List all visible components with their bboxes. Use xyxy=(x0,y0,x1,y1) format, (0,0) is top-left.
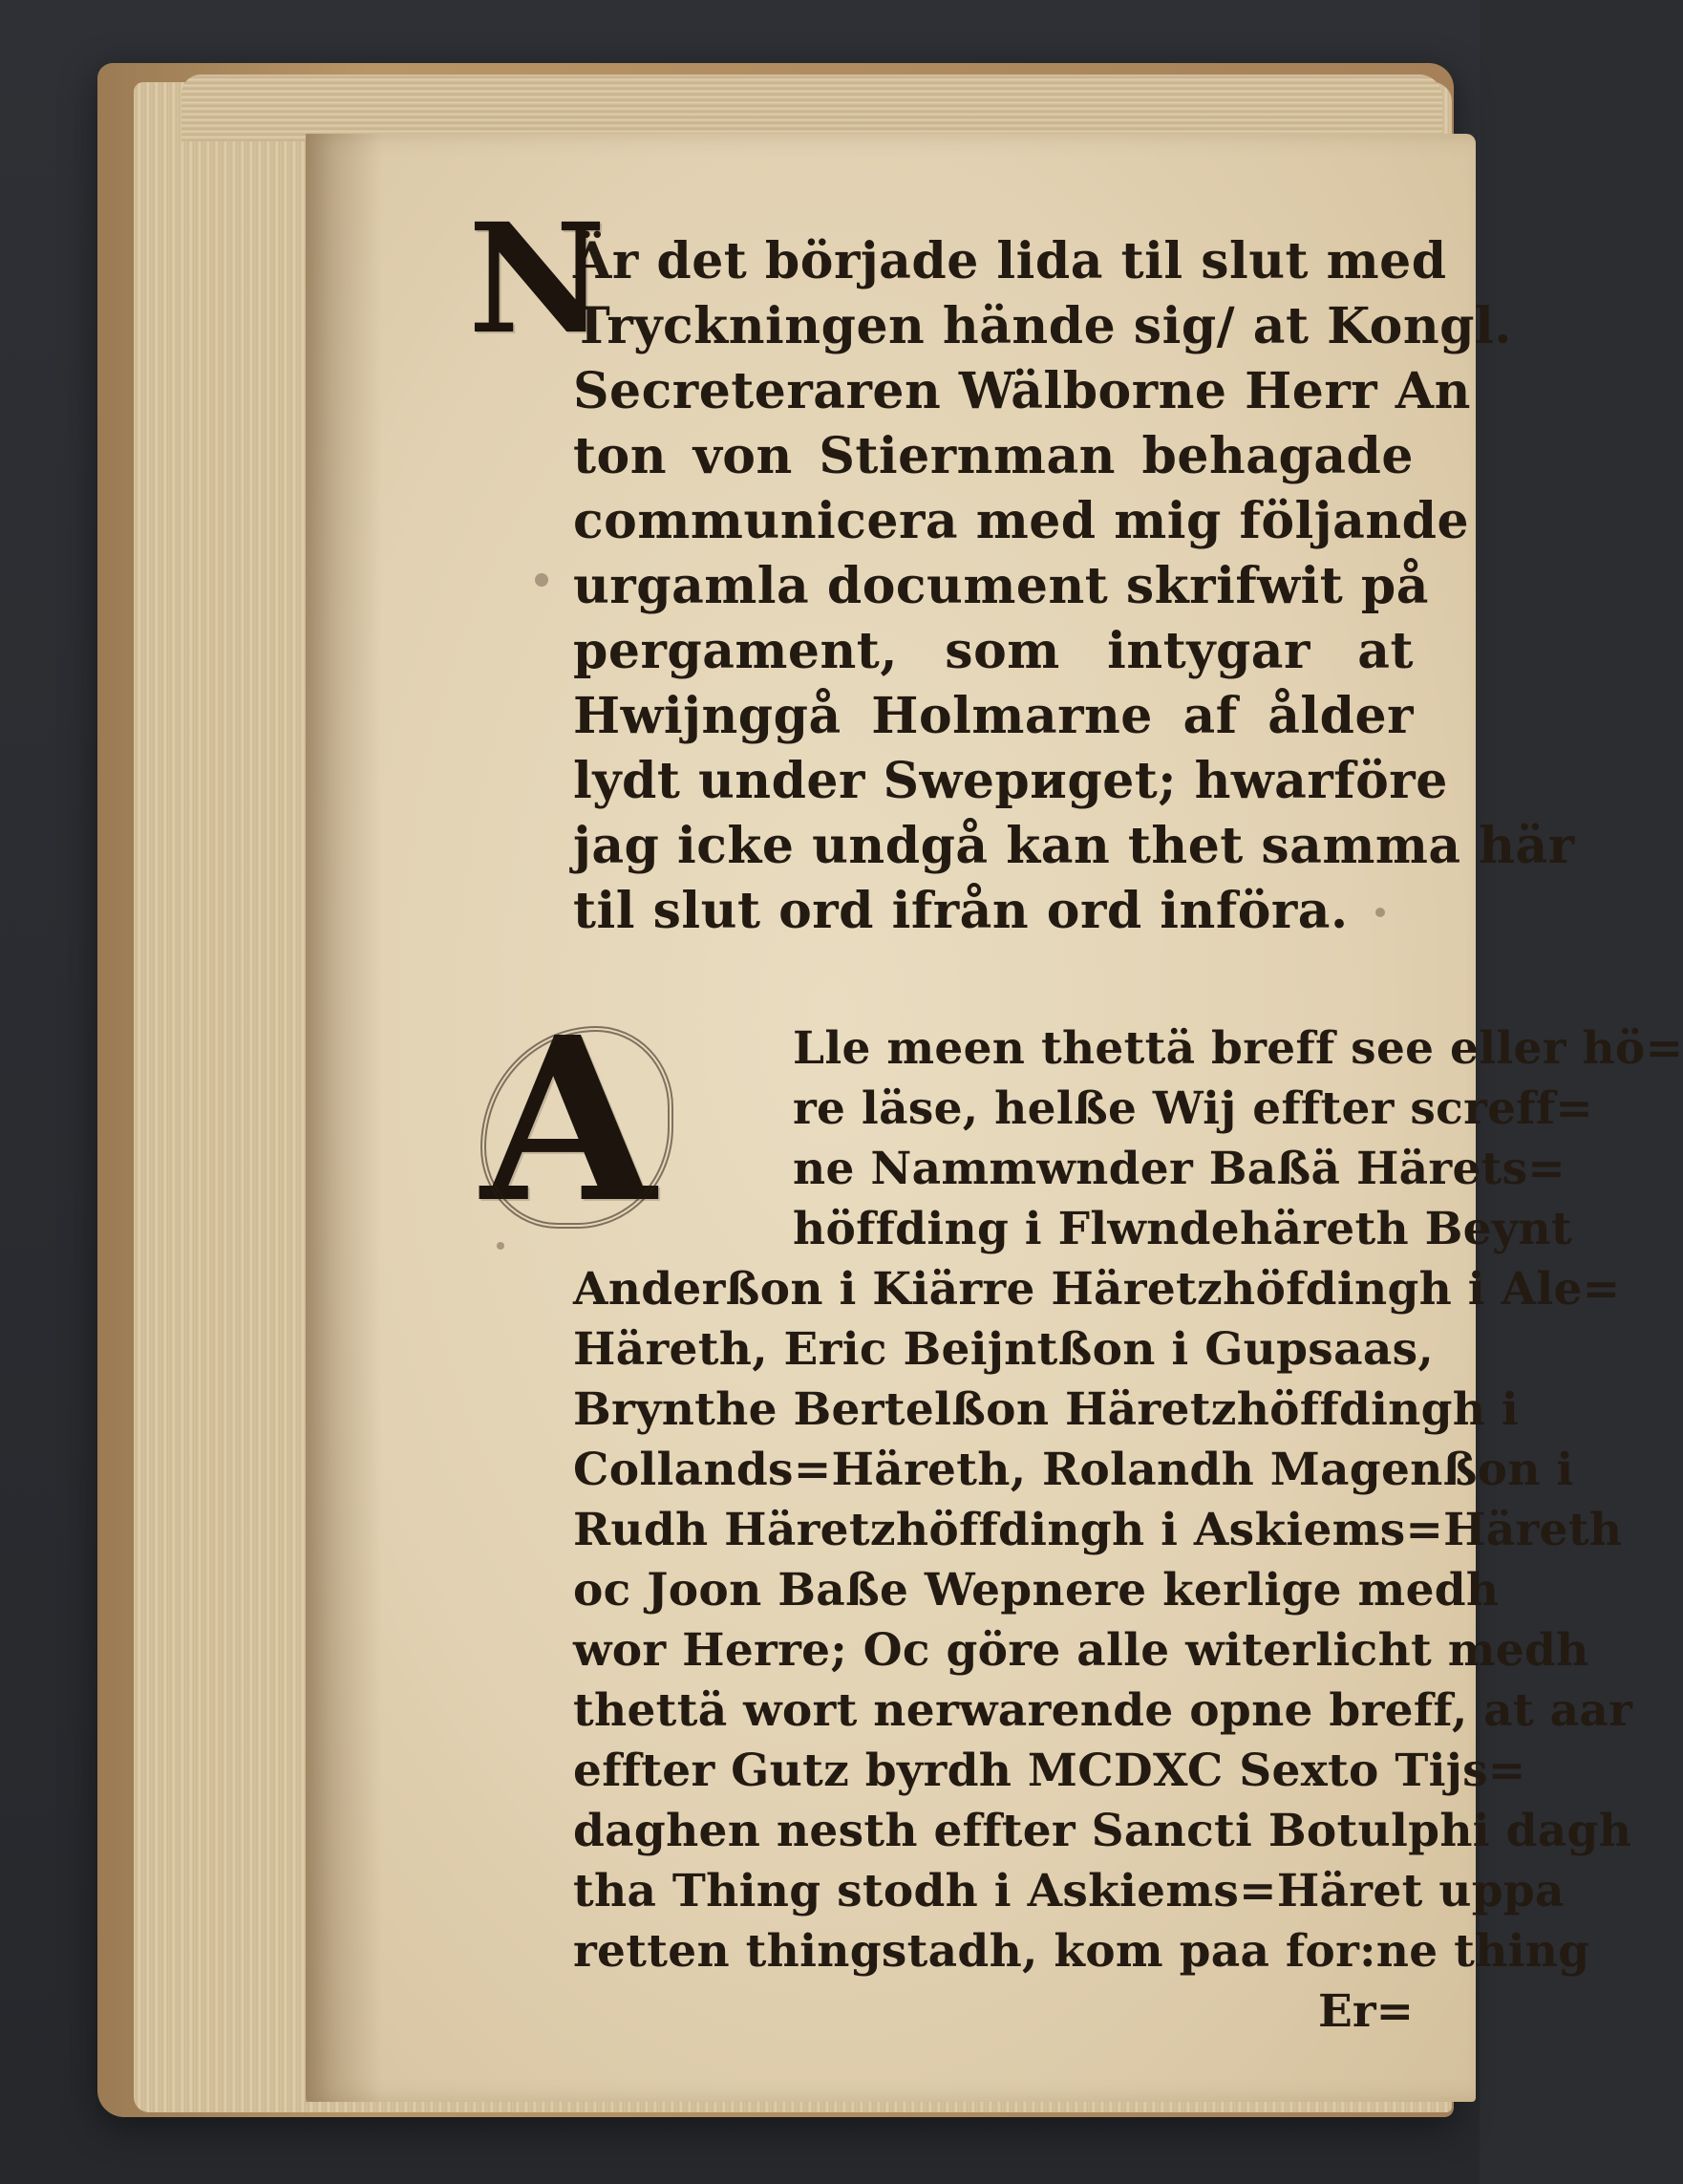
text-line: oc Joon Baße Wepnere kerlige medh xyxy=(573,1564,1500,1617)
text-line: pergament, som intygar at xyxy=(573,622,1414,680)
text-line: ne Nammwnder Baßä Härets= xyxy=(793,1143,1566,1195)
text-line: Secreteraren Wälborne Herr An xyxy=(573,362,1471,420)
text-line: communicera med mig följande xyxy=(573,492,1470,550)
text-line: tha Thing stodh i Askiems=Häret uppa xyxy=(573,1865,1565,1917)
drop-cap-intro: N xyxy=(468,191,607,368)
text-line: re läse, helße Wij effter screff= xyxy=(793,1082,1594,1135)
page-text xyxy=(468,191,1683,2042)
catchword: Er= xyxy=(1318,1985,1414,2038)
text-line: retten thingstadh, kom paa for:ne thing xyxy=(573,1925,1590,1978)
text-line: jag icke undgå kan thet samma här xyxy=(573,817,1575,875)
stain-mark xyxy=(1375,908,1385,917)
text-line: effter Gutz byrdh MCDXC Sexto Tijs= xyxy=(573,1745,1526,1797)
paragraph-intro xyxy=(468,191,1575,944)
drop-cap-document xyxy=(473,987,664,1253)
text-line: lydt under Swериget; hwarföre xyxy=(573,752,1448,810)
text-line: Brynthe Bertelßon Häretzhöffdingh i xyxy=(573,1383,1520,1436)
text-line: daghen nesth effter Sancti Botulphi dagh xyxy=(573,1805,1632,1857)
text-line: wor Herre; Oc göre alle witerlicht medh xyxy=(573,1624,1589,1677)
text-line: Tryckningen hände sig/ at Kongl. xyxy=(573,297,1512,355)
text-line: thettä wort nerwarende opne breff, at aar xyxy=(573,1684,1633,1737)
text-line: Collands=Häreth, Rolandh Magenßon i xyxy=(573,1444,1574,1496)
text-line: Hwijnggå Holmarne af ålder xyxy=(573,687,1414,745)
spine-shadow xyxy=(306,134,382,2102)
page-top-edges xyxy=(181,75,1442,141)
text-line: til slut ord ifrån ord införa. xyxy=(573,882,1349,940)
paragraph-document xyxy=(480,987,1683,2042)
text-line: ton von Stiernman behagade xyxy=(573,427,1414,485)
text-line: Är det började lida til slut med xyxy=(573,232,1447,290)
stain-mark xyxy=(497,1242,504,1250)
drop-cap-letter: A xyxy=(480,987,656,1253)
text-line: Rudh Häretzhöffdingh i Askiems=Häreth xyxy=(573,1504,1623,1556)
text-line: Häreth, Eric Beijntßon i Gupsaas, xyxy=(573,1323,1434,1376)
text-line: Anderßon i Kiärre Häretzhöfdingh i Ale= xyxy=(573,1263,1621,1316)
text-line: Lle meen thettä breff see eller hö= xyxy=(793,1022,1683,1075)
text-line: höffding i Flwndehäreth Beynt xyxy=(793,1203,1572,1255)
text-line: urgamla document skrifwit på xyxy=(573,557,1429,615)
stain-mark xyxy=(535,573,548,587)
